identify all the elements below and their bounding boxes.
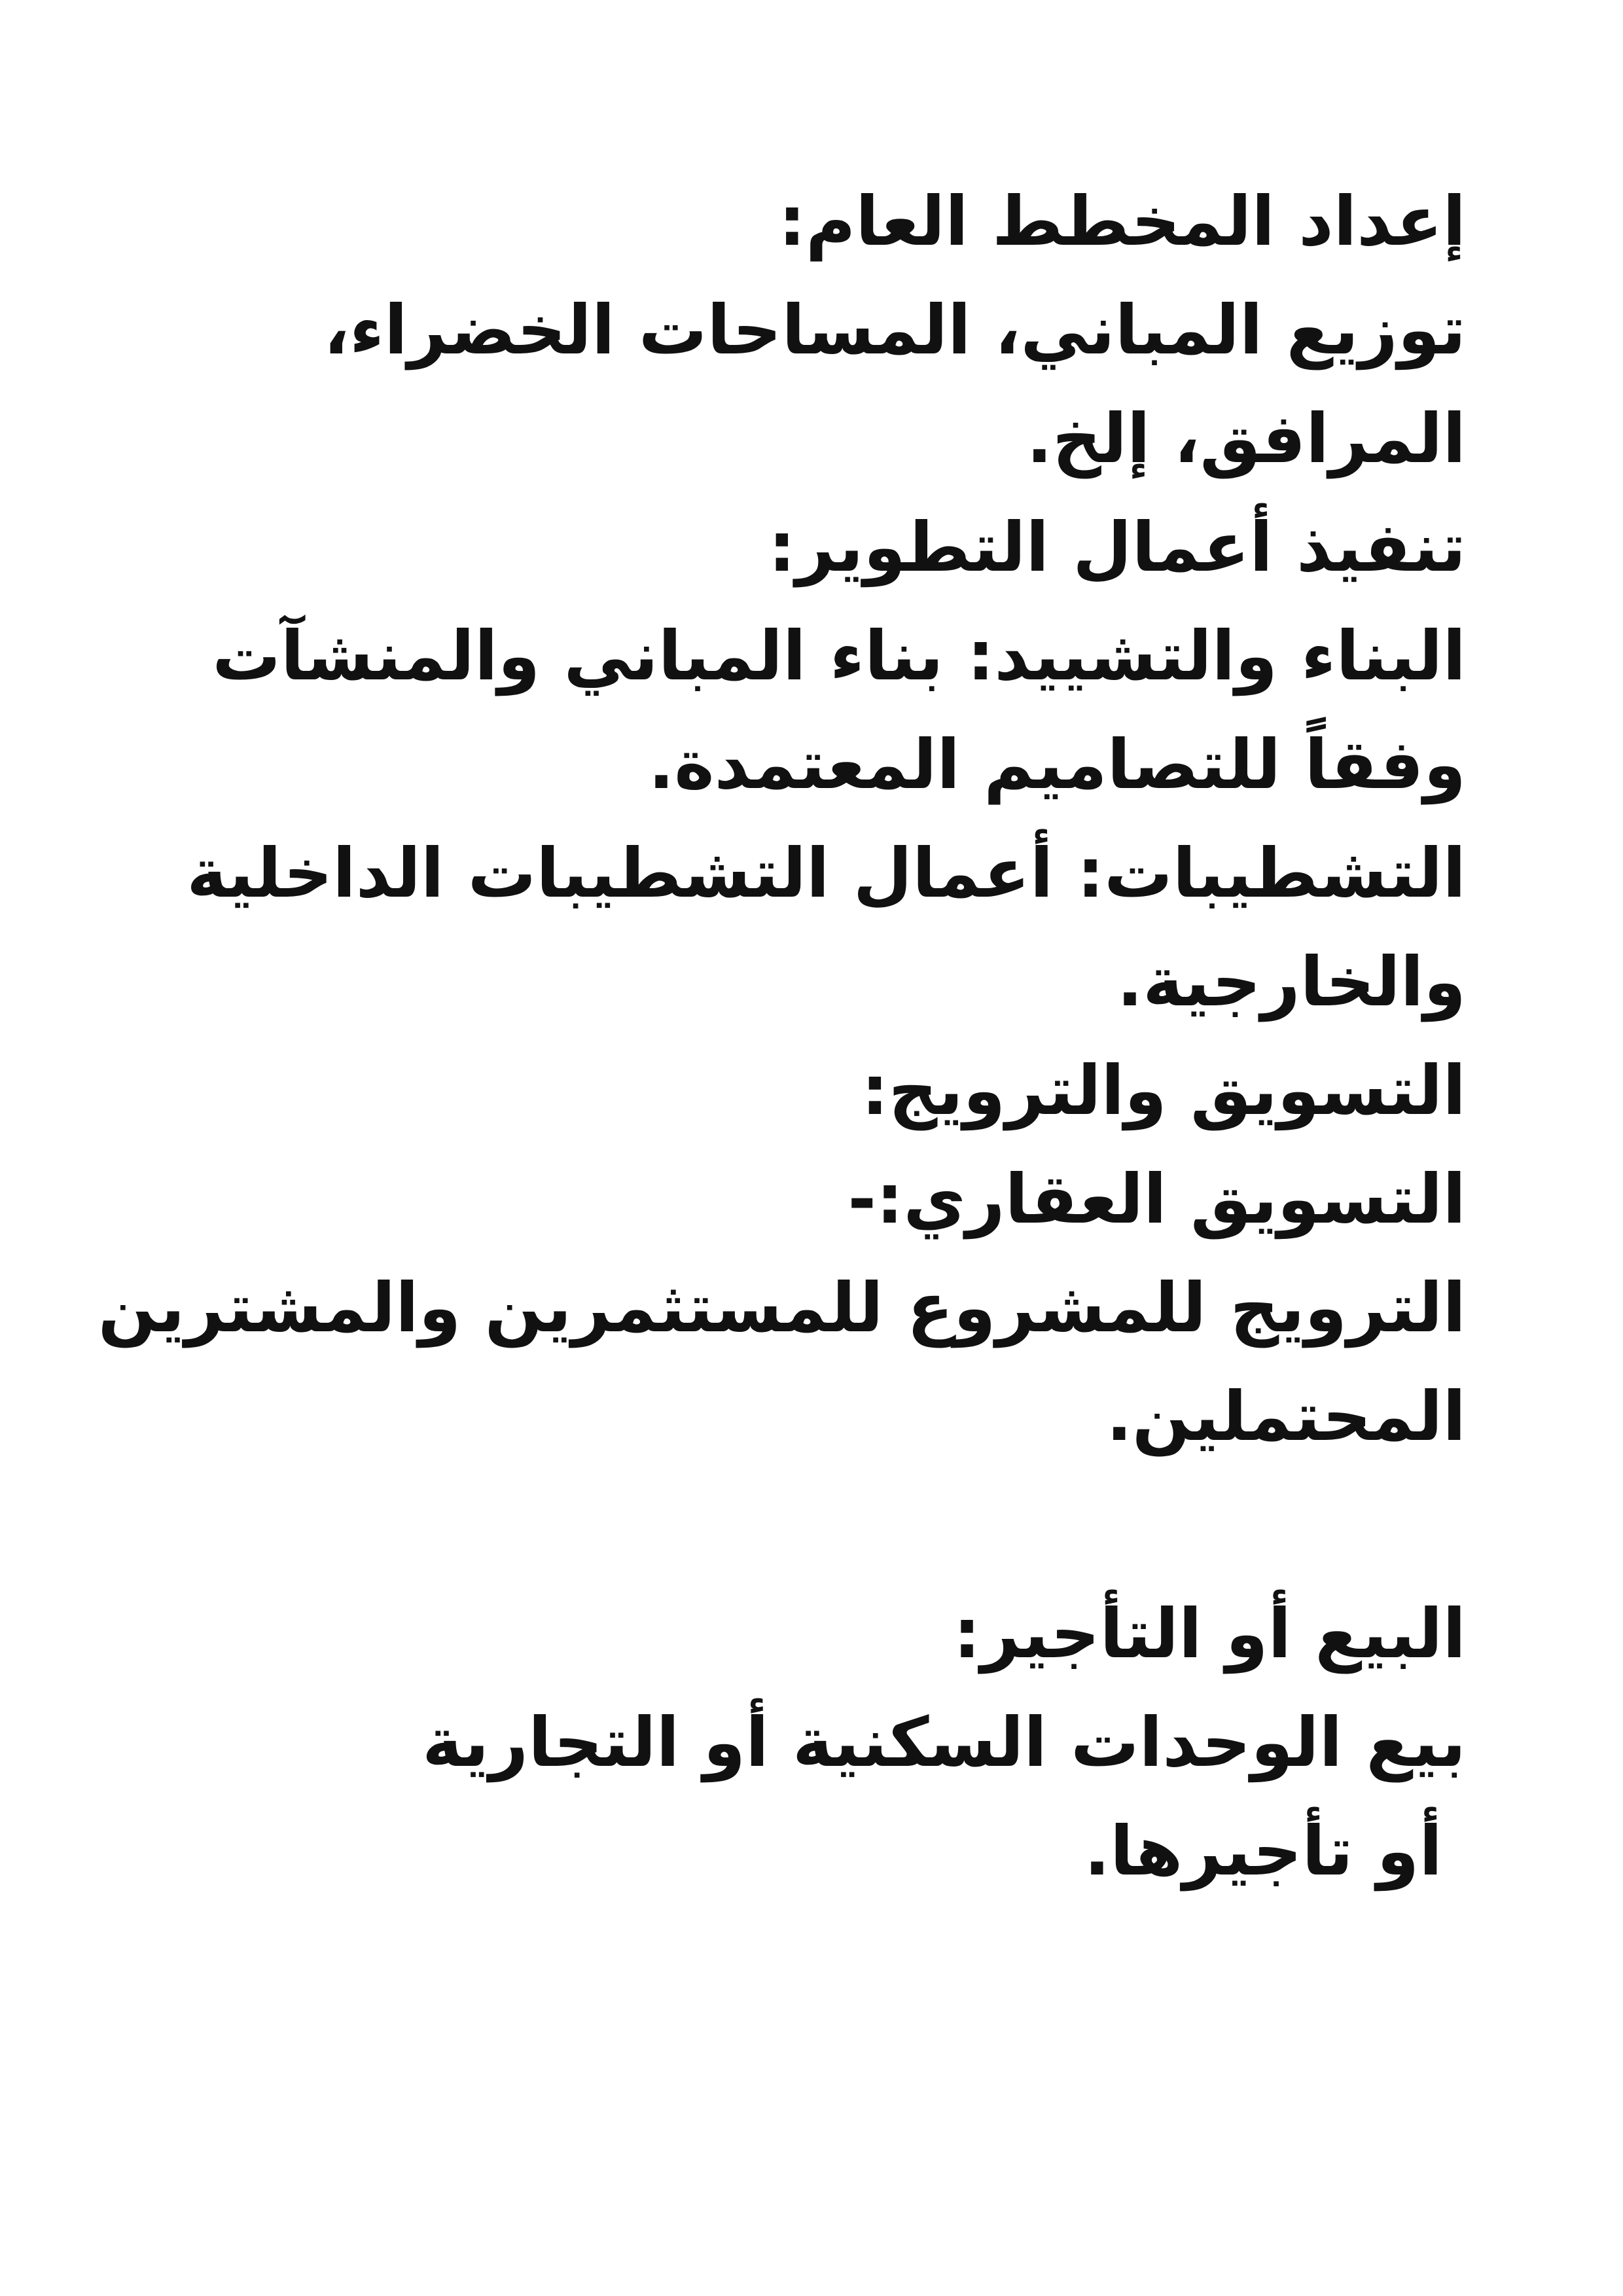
text-line: التشطيبات: أعمال التشطيبات الداخلية: [187, 833, 1466, 913]
text-line: وفقاً للتصاميم المعتمدة.: [648, 725, 1466, 804]
text-line: والخارجية.: [1116, 942, 1466, 1022]
text-line: المحتملين.: [1106, 1376, 1466, 1456]
heading-development-works: تنفيذ أعمال التطوير:: [768, 507, 1466, 587]
heading-marketing: التسويق والترويج:: [861, 1050, 1466, 1130]
text-line: أو تأجيرها.: [1084, 1811, 1442, 1891]
text-line: التسويق العقاري:-: [847, 1159, 1466, 1239]
heading-master-plan: إعداد المخطط العام:: [778, 181, 1466, 261]
document-body: [98, 167, 1466, 1905]
heading-sale-or-rent: البيع أو التأجير:: [953, 1594, 1466, 1674]
text-line: البناء والتشييد: بناء المباني والمنشآت: [212, 616, 1466, 696]
text-line: الترويج للمشروع للمستثمرين والمشترين: [98, 1268, 1466, 1348]
text-line: المرافق، إلخ.: [1026, 399, 1466, 478]
text-line: بيع الوحدات السكنية أو التجارية: [422, 1702, 1466, 1782]
paragraph-gap: [118, 1471, 1466, 1579]
text-line: توزيع المباني، المساحات الخضراء،: [323, 290, 1466, 370]
